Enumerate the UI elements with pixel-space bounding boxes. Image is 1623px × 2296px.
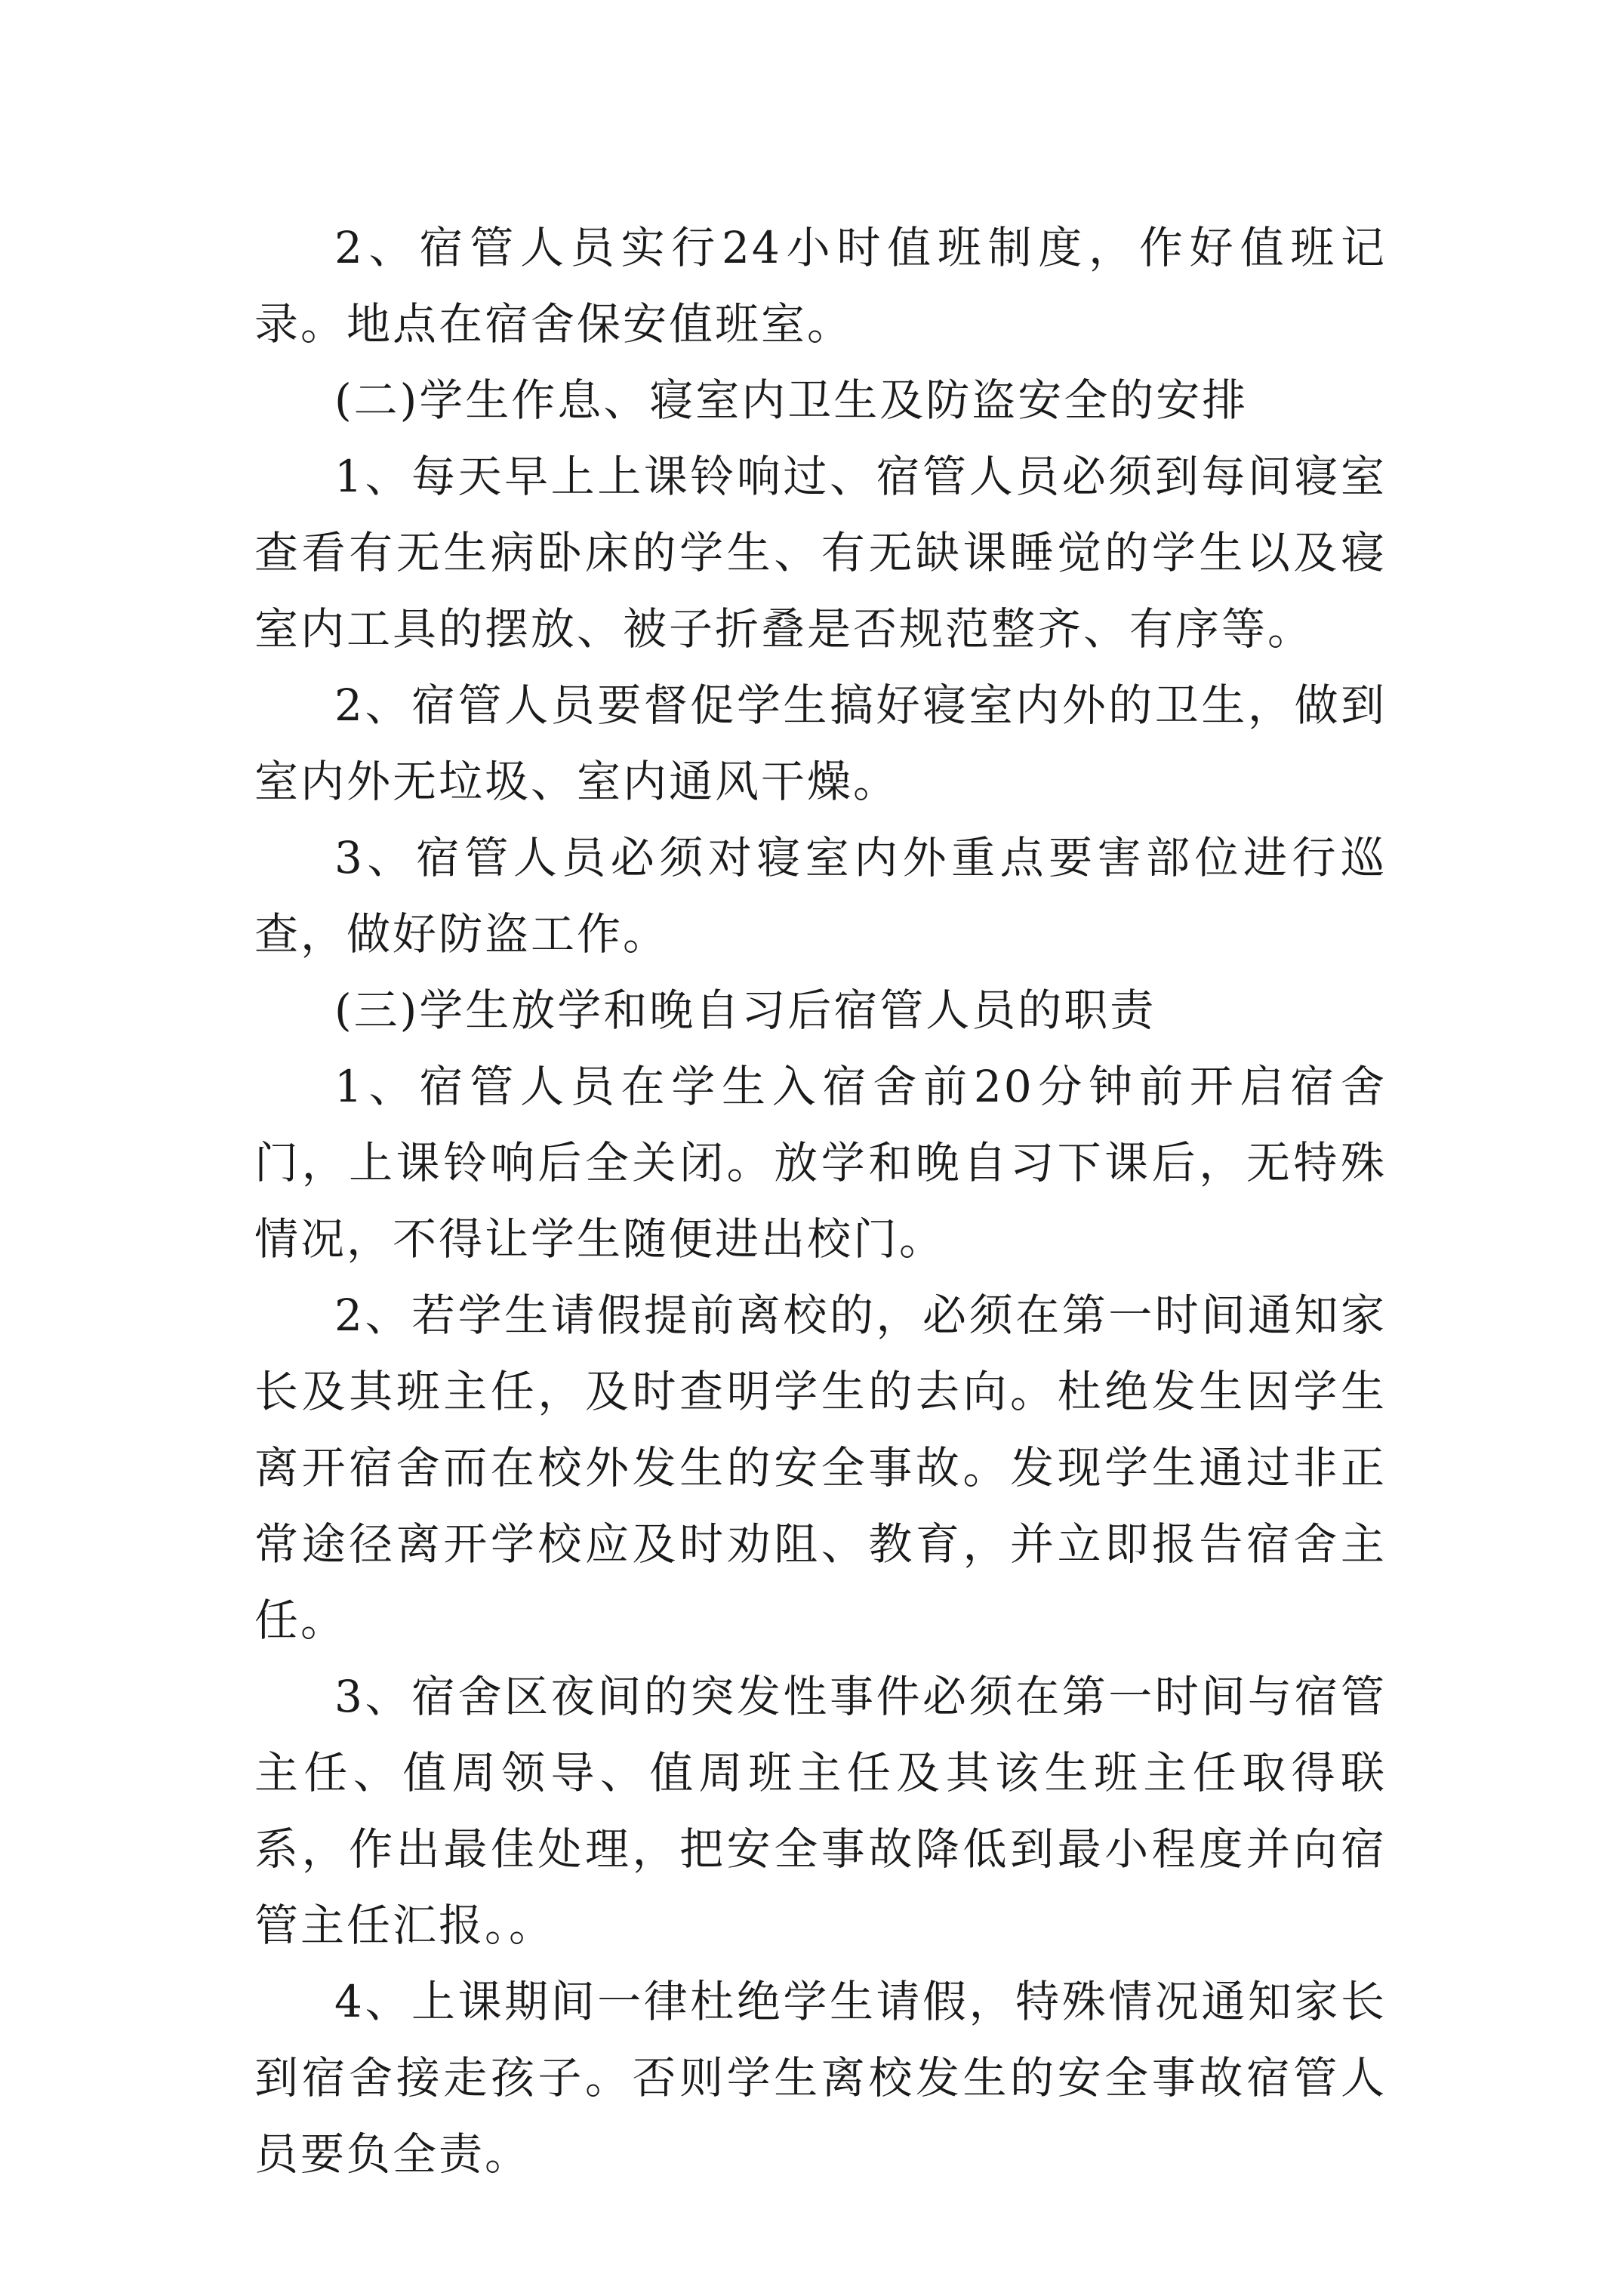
paragraph-item-2-duty-system: 2、宿管人员实行24小时值班制度，作好值班记录。地点在宿舍保安值班室。 <box>254 222 1387 350</box>
paragraph-item-2-hygiene: 2、宿管人员要督促学生搞好寝室内外的卫生，做到室内外无垃圾、室内通风干燥。 <box>254 680 1387 807</box>
paragraph-item-3-emergency: 3、宿舍区夜间的突发性事件必须在第一时间与宿管主任、值周领导、值周班主任及其该生班主任取得联系，作出最佳处理，把安全事故降低到最小程度并向宿管主任汇报。。 <box>254 1671 1387 1951</box>
paragraph-item-1-door-schedule: 1、宿管人员在学生入宿舍前20分钟前开启宿舍门，上课铃响后全关闭。放学和晚自习下课后，无特殊情况，不得让学生随便进出校门。 <box>254 1061 1387 1265</box>
section-heading-3: (三)学生放学和晚自习后宿管人员的职责 <box>334 985 1156 1036</box>
paragraph-item-3-patrol: 3、宿管人员必须对寝室内外重点要害部位进行巡查，做好防盗工作。 <box>254 832 1387 960</box>
document-body <box>254 210 1387 2193</box>
paragraph-item-2-leave-request: 2、若学生请假提前离校的，必须在第一时间通知家长及其班主任，及时查明学生的去向。杜绝发生因学生离开宿舍而在校外发生的安全事故。发现学生通过非正常途径离开学校应及时劝阻、教育，并立即报告宿舍主任。 <box>254 1290 1387 1646</box>
paragraph-item-4-class-time: 4、上课期间一律杜绝学生请假，特殊情况通知家长到宿舍接走孩子。否则学生离校发生的安全事故宿管人员要负全责。 <box>254 1976 1387 2180</box>
paragraph-item-1-morning-check: 1、每天早上上课铃响过、宿管人员必须到每间寝室查看有无生病卧床的学生、有无缺课睡觉的学生以及寝室内工具的摆放、被子折叠是否规范整齐、有序等。 <box>254 451 1387 655</box>
section-heading-2: (二)学生作息、寝室内卫生及防盗安全的安排 <box>334 374 1249 426</box>
